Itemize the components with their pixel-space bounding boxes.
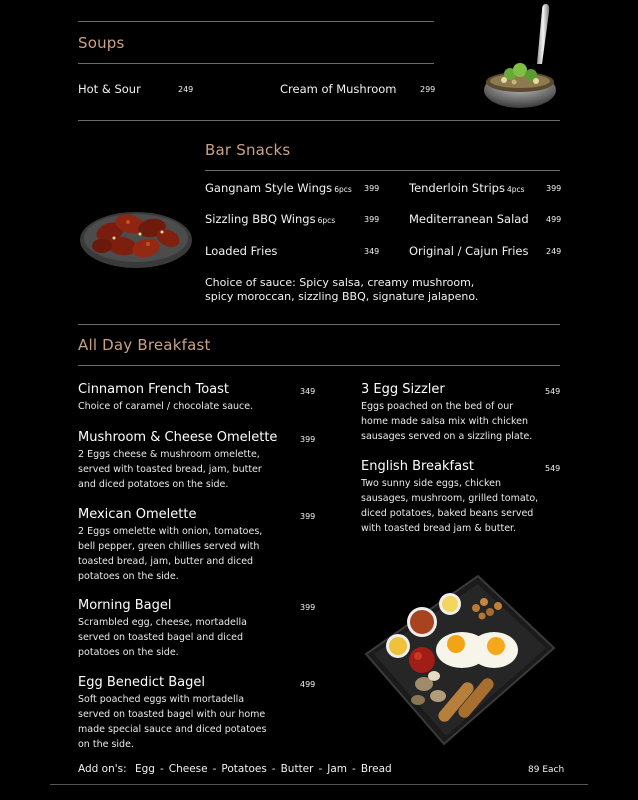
menu-item-name: Cream of Mushroom [280,82,397,96]
menu-item-price: 299 [420,85,436,94]
bar-snacks-heading: Bar Snacks [205,141,291,159]
menu-item-price: 349 [364,247,380,256]
menu-item-name: Loaded Fries [205,244,278,258]
menu-item-price: 249 [546,247,562,256]
breakfast-item-price: 499 [300,680,316,689]
menu-item-name: Gangnam Style Wings 6pcs [205,181,352,195]
breakfast-item-description: Scrambled egg, cheese, mortadella served on toasted bagel and diced potatoes on the side. [78,617,248,658]
pieces-count: 6pcs [317,216,336,225]
breakfast-item-name: Mushroom & Cheese Omelette [78,430,278,445]
menu-item-name: Hot & Sour [78,82,141,96]
breakfast-item-price: 349 [300,387,316,396]
sauce-choice-line: Choice of sauce: Spicy salsa, creamy mushroom, [205,276,475,289]
add-on-item: Cheese [168,763,208,775]
breakfast-item-name: Cinnamon French Toast [78,382,229,397]
breakfast-item-name: Morning Bagel [78,598,172,613]
add-on-item: Egg [134,763,155,775]
menu-item-name: Sizzling BBQ Wings 6pcs [205,212,336,226]
add-on-item: Jam [327,763,348,775]
menu-item-price: 399 [364,215,380,224]
breakfast-item-name: Egg Benedict Bagel [78,675,205,690]
breakfast-item-price: 549 [545,464,561,473]
add-ons-line [78,763,392,775]
breakfast-heading: All Day Breakfast [78,336,211,354]
menu-item-name: Tenderloin Strips 4pcs [409,181,525,195]
menu-item-price: 399 [546,184,562,193]
pieces-count: 4pcs [506,185,525,194]
bar-snacks-heading-rule [205,170,560,171]
breakfast-item-price: 399 [300,603,316,612]
soups-heading: Soups [78,34,125,52]
add-on-separator: - [212,763,217,775]
soups-top-rule [78,21,434,22]
breakfast-item-description: Eggs poached on the bed of our home made salsa mix with chicken sausages served on a sizzling plate. [361,401,533,442]
breakfast-top-rule [78,324,560,325]
footer-rule [50,784,588,785]
chicken-wings-image [78,196,194,272]
breakfast-item-name: English Breakfast [361,459,474,474]
breakfast-item-description: Soft poached eggs with mortadella served on toasted bagel with our home made special sauce and diced potatoes on the side. [78,694,267,750]
sauce-choice-line: spicy moroccan, sizzling BBQ, signature jalapeno. [205,290,479,303]
add-on-separator: - [318,763,323,775]
soup-ladle-image [480,2,562,112]
menu-item-name: Original / Cajun Fries [409,244,529,258]
menu-item-price: 499 [546,215,562,224]
breakfast-item-description: Choice of caramel / chocolate sauce. [78,401,254,412]
add-on-separator: - [271,763,276,775]
breakfast-item-price: 549 [545,387,561,396]
breakfast-item-description: 2 Eggs omelette with onion, tomatoes, bell pepper, green chillies served with toasted bread, jam, butter and diced potatoes on the side. [78,526,263,582]
add-on-item: Bread [360,763,392,775]
add-ons-price: 89 Each [528,765,565,775]
soups-heading-rule [78,63,434,64]
breakfast-item-description: Two sunny side eggs, chicken sausages, mushroom, grilled tomato, diced potatoes, baked beans served with toasted bread jam & butter. [361,478,539,534]
add-on-item: Butter [280,763,314,775]
breakfast-item-name: Mexican Omelette [78,507,197,522]
menu-item-price: 399 [364,184,380,193]
breakfast-item-description: 2 Eggs cheese & mushroom omelette, served with toasted bread, jam, butter and diced potatoes on the side. [78,449,262,490]
bar-snacks-top-rule [78,120,560,121]
add-on-separator: - [352,763,356,775]
add-on-separator: - [159,763,164,775]
breakfast-item-price: 399 [300,512,316,521]
breakfast-item-price: 399 [300,435,316,444]
english-breakfast-platter-image [358,572,558,750]
menu-item-price: 249 [178,85,194,94]
pieces-count: 6pcs [334,185,352,194]
menu-item-name: Mediterranean Salad [409,212,529,226]
breakfast-heading-rule [78,365,560,366]
add-ons-label: Add on's: [78,763,127,775]
add-on-item: Potatoes [221,763,267,775]
breakfast-item-name: 3 Egg Sizzler [361,382,445,397]
